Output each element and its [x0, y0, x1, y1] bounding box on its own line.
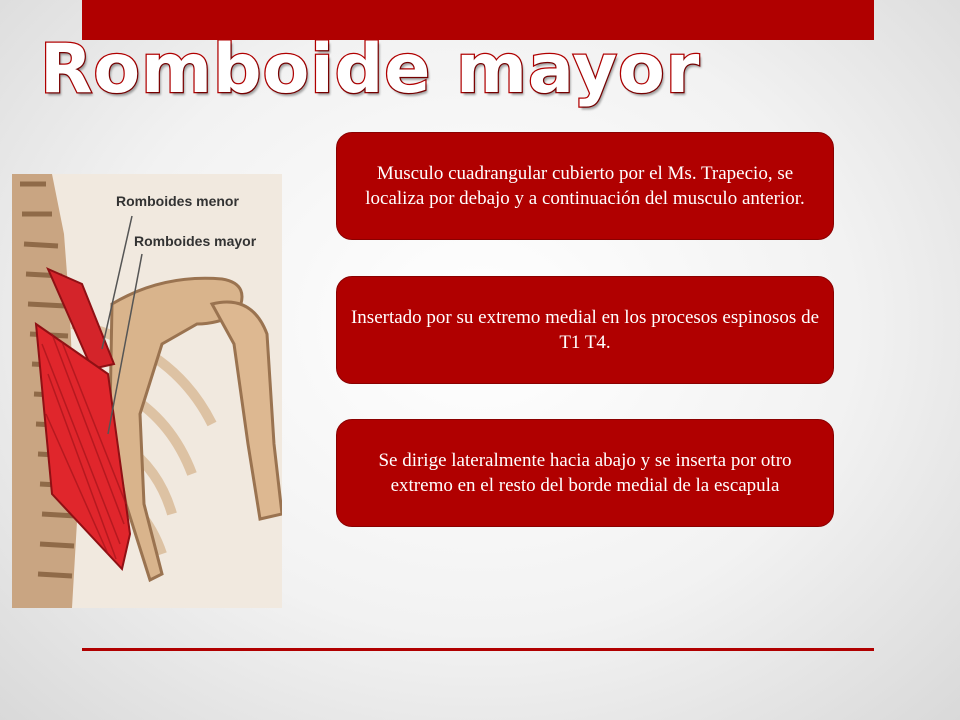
slide-title: Romboide mayor [40, 30, 701, 109]
info-box-insertion-medial: Insertado por su extremo medial en los procesos espinosos de T1 T4. [336, 276, 834, 384]
label-romboides-mayor: Romboides mayor [134, 233, 257, 249]
label-romboides-menor: Romboides menor [116, 193, 239, 209]
info-box-insertion-lateral: Se dirige lateralmente hacia abajo y se inserta por otro extremo en el resto del borde medial de la escapula [336, 419, 834, 527]
rhomboid-diagram [12, 174, 282, 608]
anatomy-illustration [12, 174, 282, 608]
bottom-accent-line [82, 648, 874, 651]
info-box-description: Musculo cuadrangular cubierto por el Ms. Trapecio, se localiza por debajo y a continuación del musculo anterior. [336, 132, 834, 240]
